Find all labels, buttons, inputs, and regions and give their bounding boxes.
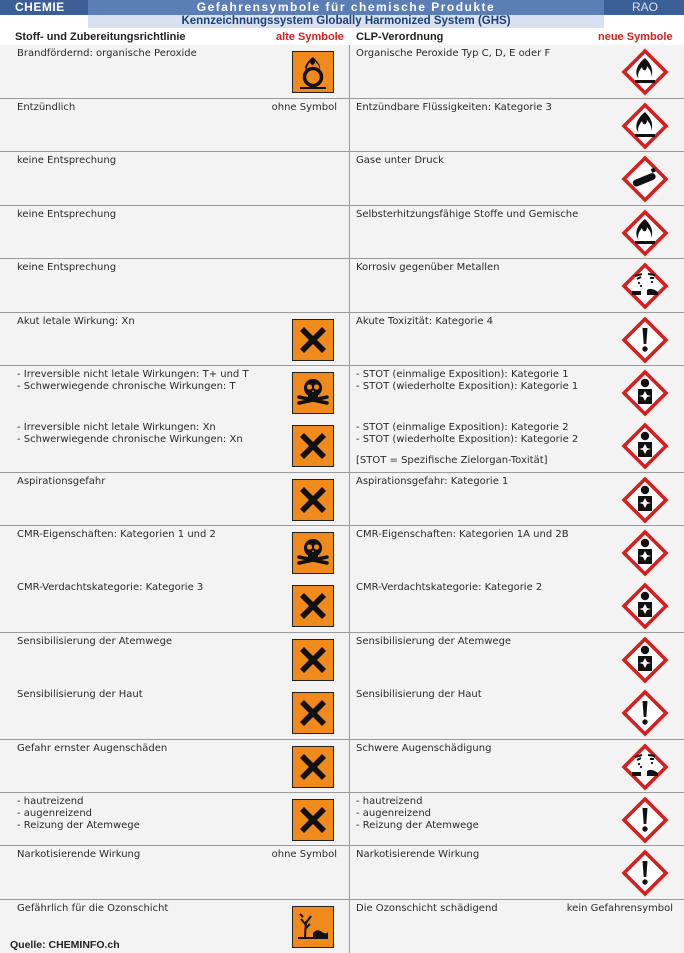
right-text: CMR-Eigenschaften: Kategorien 1A und 2B — [356, 529, 569, 540]
left-text: Narkotisierende Wirkung — [17, 849, 141, 860]
right-text: - hautreizend — [356, 796, 423, 807]
ghs-excl-icon — [621, 689, 669, 737]
right-text: - augenreizend — [356, 808, 431, 819]
page-title: Gefahrensymbole für chemische Produkte — [88, 0, 604, 15]
left-text: - Irreversible nicht letale Wirkungen: T+ und T — [17, 369, 249, 380]
right-text: Sensibilisierung der Atemwege — [356, 636, 512, 647]
left-text: keine Entsprechung — [17, 209, 117, 220]
title-bar — [0, 0, 684, 15]
ghs-corrosion-icon — [621, 262, 669, 310]
toxic-skull-icon — [292, 532, 334, 574]
right-text: Organische Peroxide Typ C, D, E oder F — [356, 48, 551, 59]
ghs-health-icon — [621, 369, 669, 417]
left-text: keine Entsprechung — [17, 155, 117, 166]
ghs-cylinder-icon — [621, 155, 669, 203]
left-text: Akut letale Wirkung: Xn — [17, 316, 135, 327]
right-column-tag: neue Symbole — [598, 31, 673, 43]
left-text: - Schwerwiegende chronische Wirkungen: T — [17, 381, 236, 392]
left-text: Entzündlich — [17, 102, 76, 113]
row-separator — [0, 845, 684, 846]
harmful-x-icon — [292, 746, 334, 788]
environment-icon — [292, 906, 334, 948]
harmful-x-icon — [292, 639, 334, 681]
harmful-x-icon — [292, 585, 334, 627]
left-text: - Schwerwiegende chronische Wirkungen: Xn — [17, 434, 243, 445]
ghs-excl-icon — [621, 796, 669, 844]
right-text: Aspirationsgefahr: Kategorie 1 — [356, 476, 509, 487]
row-separator — [0, 205, 684, 206]
right-text: Narkotisierende Wirkung — [356, 849, 480, 860]
right-text: Schwere Augenschädigung — [356, 743, 492, 754]
left-text: Gefährlich für die Ozonschicht — [17, 903, 169, 914]
row-separator — [0, 258, 684, 259]
left-note: ohne Symbol — [271, 102, 337, 113]
row-separator — [0, 899, 684, 900]
left-text: Sensibilisierung der Atemwege — [17, 636, 173, 647]
row-separator — [0, 792, 684, 793]
left-note: ohne Symbol — [271, 849, 337, 860]
right-text: - STOT (wiederholte Exposition): Kategorie 2 — [356, 434, 579, 445]
row-separator — [0, 312, 684, 313]
right-text: Sensibilisierung der Haut — [356, 689, 482, 700]
left-text: Aspirationsgefahr — [17, 476, 106, 487]
row-separator — [0, 739, 684, 740]
page-subtitle: Kennzeichnungssystem Globally Harmonized System (GHS) — [88, 15, 604, 28]
harmful-x-icon — [292, 479, 334, 521]
ghs-flame-icon — [621, 102, 669, 150]
row-separator — [0, 151, 684, 152]
right-text: - STOT (einmalige Exposition): Kategorie 2 — [356, 422, 569, 433]
left-text: Sensibilisierung der Haut — [17, 689, 143, 700]
ghs-health-icon — [621, 529, 669, 577]
left-text: - Irreversible nicht letale Wirkungen: Xn — [17, 422, 216, 433]
ghs-excl-icon — [621, 316, 669, 364]
ghs-health-icon — [621, 636, 669, 684]
harmful-x-icon — [292, 425, 334, 467]
source-credit: Quelle: CHEMINFO.ch — [10, 939, 120, 951]
ghs-health-icon — [621, 422, 669, 470]
right-text: CMR-Verdachtskategorie: Kategorie 2 — [356, 582, 543, 593]
right-text: Die Ozonschicht schädigend — [356, 903, 498, 914]
left-text: Gefahr ernster Augenschäden — [17, 743, 168, 754]
row-separator — [0, 365, 684, 366]
right-text: Akute Toxizität: Kategorie 4 — [356, 316, 494, 327]
ghs-excl-icon — [621, 849, 669, 897]
left-text: - Reizung der Atemwege — [17, 820, 140, 831]
column-divider — [349, 45, 350, 953]
left-text: keine Entsprechung — [17, 262, 117, 273]
ghs-corrosion-icon — [621, 743, 669, 791]
oxidizing-flame-icon — [292, 51, 334, 93]
author-label: RAO — [631, 0, 658, 14]
section-label: CHEMIE — [15, 0, 65, 14]
ghs-flame-icon — [621, 48, 669, 96]
comparison-table — [0, 45, 684, 953]
row-separator — [0, 98, 684, 99]
toxic-skull-icon — [292, 372, 334, 414]
row-separator — [0, 525, 684, 526]
right-text: - STOT (einmalige Exposition): Kategorie 1 — [356, 369, 569, 380]
right-column-title: CLP-Verordnung — [356, 31, 444, 43]
right-text: Entzündbare Flüssigkeiten: Kategorie 3 — [356, 102, 552, 113]
harmful-x-icon — [292, 692, 334, 734]
row-separator — [0, 632, 684, 633]
left-text: - augenreizend — [17, 808, 92, 819]
harmful-x-icon — [292, 319, 334, 361]
left-text: CMR-Eigenschaften: Kategorien 1 und 2 — [17, 529, 216, 540]
ghs-health-icon — [621, 582, 669, 630]
right-note: kein Gefahrensymbol — [566, 903, 673, 914]
right-note: [STOT = Spezifische Zielorgan-Toxität] — [356, 455, 548, 466]
right-text: Korrosiv gegenüber Metallen — [356, 262, 500, 273]
left-text: CMR-Verdachtskategorie: Kategorie 3 — [17, 582, 204, 593]
right-text: Gase unter Druck — [356, 155, 444, 166]
left-text: Brandfördernd: organische Peroxide — [17, 48, 197, 59]
left-column-tag: alte Symbole — [276, 31, 344, 43]
left-text: - hautreizend — [17, 796, 84, 807]
harmful-x-icon — [292, 799, 334, 841]
right-text: - Reizung der Atemwege — [356, 820, 479, 831]
ghs-flame-icon — [621, 209, 669, 257]
left-column-title: Stoff- und Zubereitungsrichtlinie — [15, 31, 186, 43]
ghs-health-icon — [621, 476, 669, 524]
right-text: Selbsterhitzungsfähige Stoffe und Gemische — [356, 209, 579, 220]
right-text: - STOT (wiederholte Exposition): Kategorie 1 — [356, 381, 579, 392]
row-separator — [0, 472, 684, 473]
